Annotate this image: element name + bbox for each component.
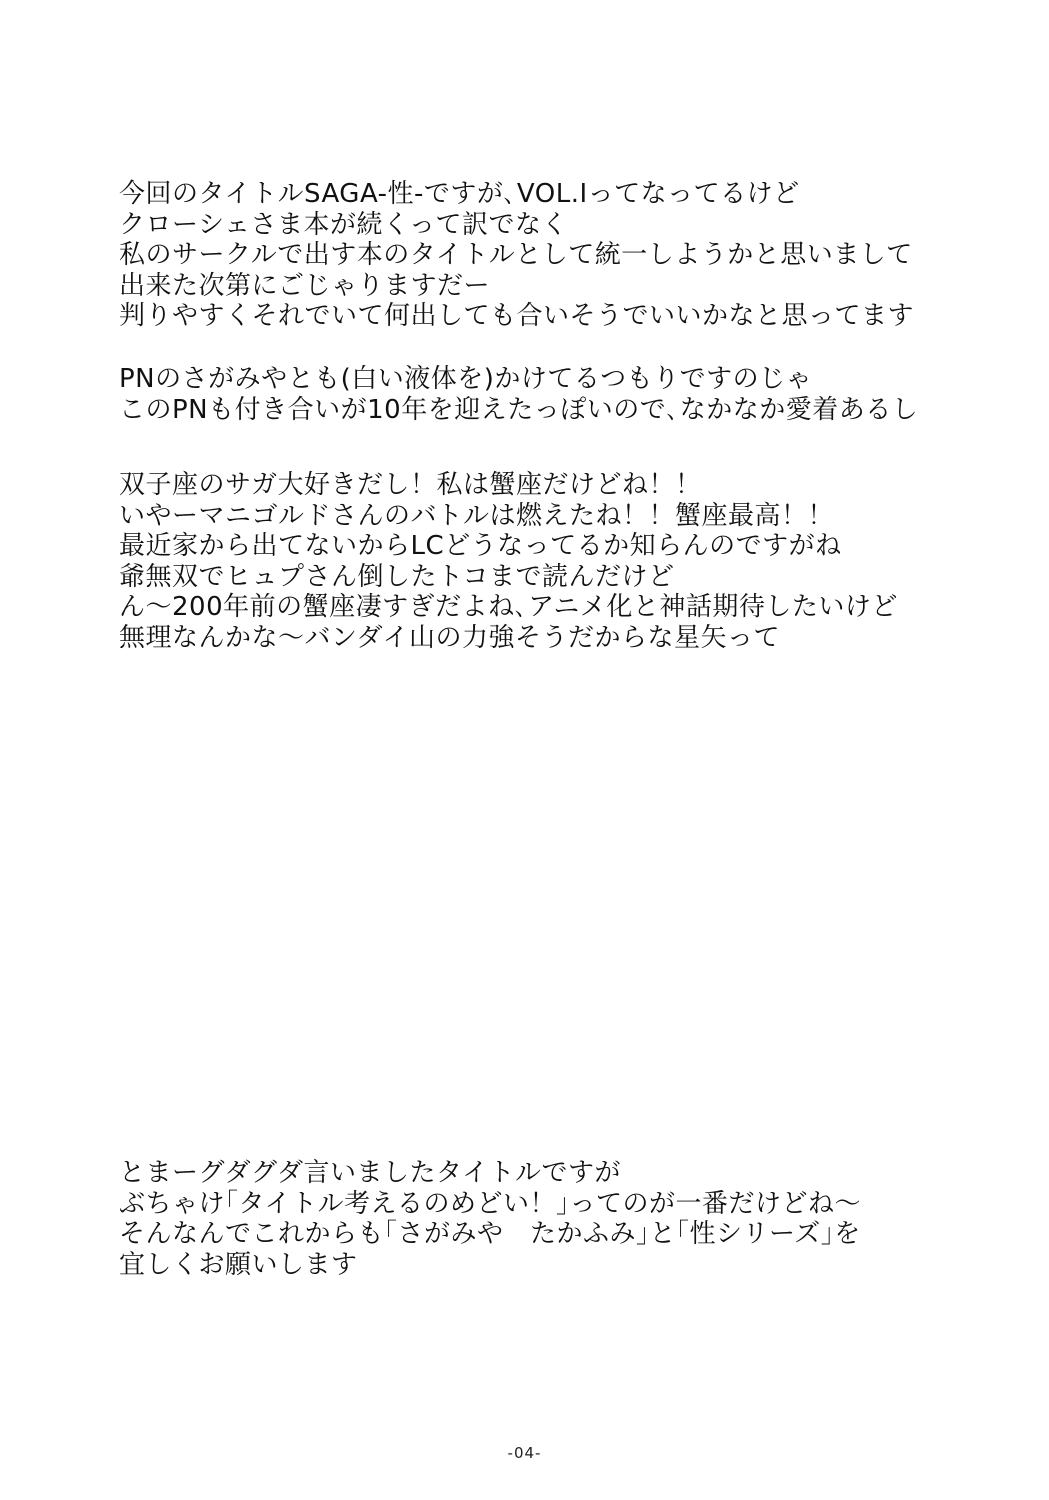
text-line: 爺無双でヒュプさん倒したトコまで読んだけど (119, 561, 675, 592)
text-line: 双子座のサガ大好きだし！私は蟹座だけどね！！ (119, 470, 702, 500)
page-number: -04- (507, 1444, 542, 1462)
text-line: 宜しくお願いします (119, 1249, 358, 1280)
text-line: とまーグダグダ言いましたタイトルですが (119, 1158, 621, 1188)
text-line: ん～200年前の蟹座凄すぎだよね､アニメ化と神話期待したいけど (119, 592, 898, 623)
text-line: 出来た次第にごじゃりますだー (119, 270, 491, 301)
text-line: クローシェさま本が続くって訳でなく (119, 209, 568, 240)
text-line: 無理なんかな～バンダイ山の力強そうだからな星矢って (119, 622, 780, 653)
paragraph-gemini-saga (119, 470, 979, 654)
text-line: 私のサークルで出す本のタイトルとして統一しようかと思いまして (119, 240, 913, 271)
paragraph-closing (119, 1158, 979, 1280)
text-line: そんなんでこれからも｢さがみや たかふみ｣と｢性シリーズ｣を (119, 1219, 861, 1250)
text-line: いやーマニゴルドさんのバトルは燃えたね！！蟹座最高！！ (119, 500, 834, 531)
paragraph-title-explanation (119, 179, 979, 332)
text-line: 今回のタイトルSAGA-性-ですが､VOL.Ⅰってなってるけど (119, 179, 800, 209)
text-line: PNのさがみやとも(白い液体を)かけてるつもりですのじゃ (119, 364, 813, 394)
text-line: 最近家から出てないからLCどうなってるか知らんのですがね (119, 531, 842, 562)
text-line: ぶちゃけ｢タイトル考えるのめどい！｣ってのが一番だけどね～ (119, 1188, 861, 1219)
text-line: 判りやすくそれでいて何出しても合いそうでいいかなと思ってます (119, 301, 915, 332)
text-line: このPNも付き合いが10年を迎えたっぽいので､なかなか愛着あるし (119, 394, 919, 425)
paragraph-pen-name (119, 364, 979, 425)
